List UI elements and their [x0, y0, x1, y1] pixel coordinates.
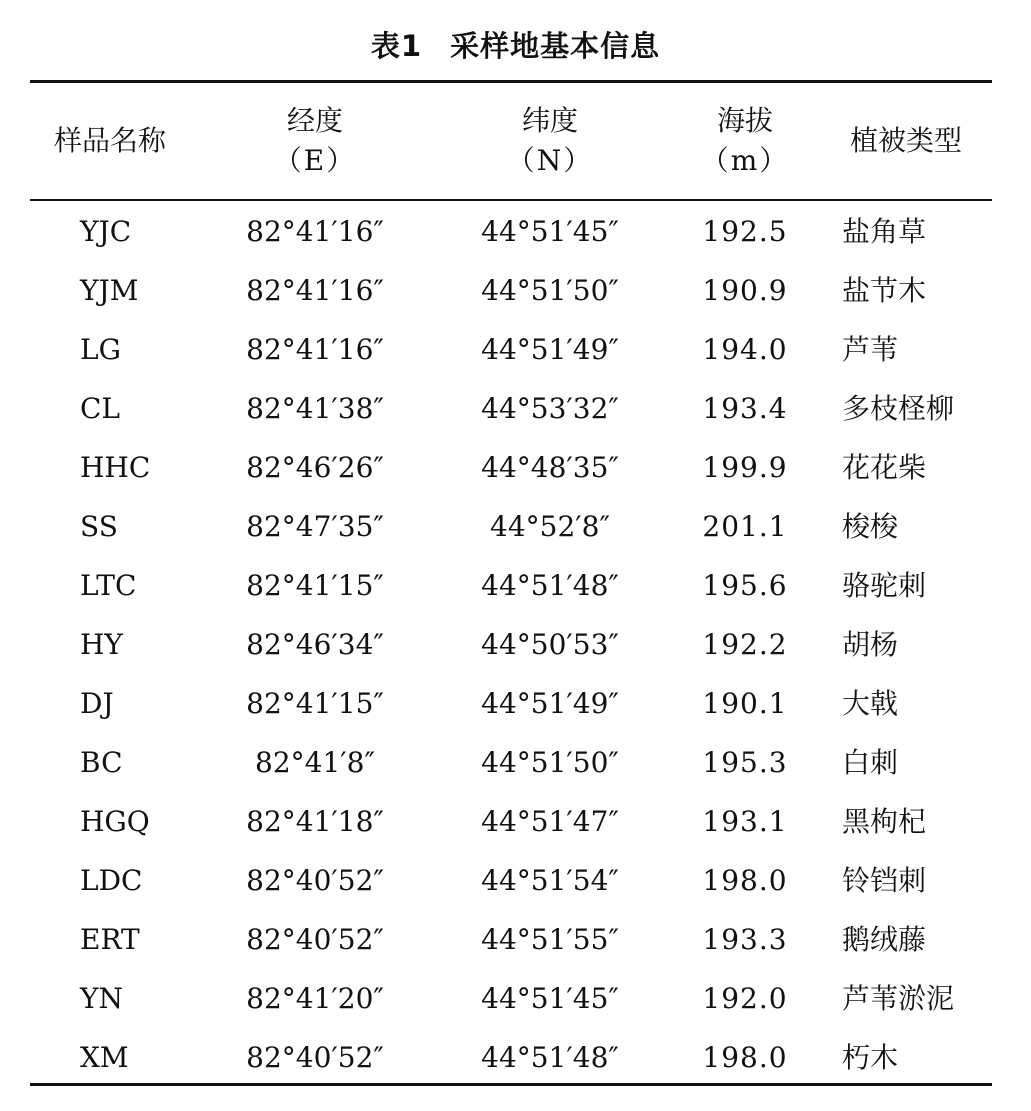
- header-vegetation-type: [820, 83, 992, 199]
- latitude-cell: 44°53′32″: [481, 392, 619, 425]
- vegetation-cell: 梭梭: [842, 510, 899, 543]
- altitude-cell: 193.1: [702, 805, 788, 838]
- vegetation-cell: 鹅绒藤: [842, 923, 927, 956]
- altitude-cell: 193.3: [702, 923, 788, 956]
- sample-name-cell: YN: [80, 982, 123, 1015]
- altitude-cell: 195.3: [702, 746, 788, 779]
- table-title: 采样地基本信息: [450, 29, 661, 63]
- table-row: [30, 556, 992, 615]
- header-label: 植被类型: [849, 124, 962, 157]
- sample-name-cell: ERT: [80, 923, 140, 956]
- table-row: [30, 320, 992, 379]
- longitude-cell: 82°40′52″: [246, 864, 384, 897]
- table-row: [30, 733, 992, 792]
- altitude-cell: 195.6: [702, 569, 788, 602]
- vegetation-cell: 白刺: [842, 746, 899, 779]
- table-row: [30, 851, 992, 910]
- vegetation-cell: 朽木: [842, 1041, 899, 1074]
- altitude-cell: 193.4: [702, 392, 788, 425]
- longitude-cell: 82°46′34″: [246, 628, 384, 661]
- altitude-cell: 192.2: [702, 628, 788, 661]
- table-row: [30, 202, 992, 261]
- vegetation-cell: 芦苇淤泥: [842, 982, 955, 1015]
- vegetation-cell: 铃铛刺: [842, 864, 927, 897]
- latitude-cell: 44°51′48″: [481, 1041, 619, 1074]
- longitude-cell: 82°41′16″: [246, 274, 384, 307]
- longitude-cell: 82°47′35″: [246, 510, 384, 543]
- longitude-cell: 82°41′38″: [246, 392, 384, 425]
- longitude-cell: 82°41′20″: [246, 982, 384, 1015]
- latitude-cell: 44°48′35″: [481, 451, 619, 484]
- header-sample-name: [30, 83, 190, 199]
- longitude-cell: 82°41′8″: [255, 746, 375, 779]
- vegetation-cell: 盐角草: [842, 215, 927, 248]
- vegetation-cell: 盐节木: [842, 274, 927, 307]
- vegetation-cell: 黑枸杞: [842, 805, 927, 838]
- longitude-cell: 82°41′15″: [246, 687, 384, 720]
- altitude-cell: 198.0: [702, 1041, 788, 1074]
- longitude-cell: 82°40′52″: [246, 923, 384, 956]
- latitude-cell: 44°51′55″: [481, 923, 619, 956]
- table-row: [30, 379, 992, 438]
- vegetation-cell: 胡杨: [842, 628, 899, 661]
- table-row: [30, 969, 992, 1028]
- altitude-cell: 190.1: [702, 687, 788, 720]
- table-row: [30, 261, 992, 320]
- sample-name-cell: YJC: [80, 215, 132, 248]
- altitude-cell: 194.0: [702, 333, 788, 366]
- latitude-cell: 44°51′47″: [481, 805, 619, 838]
- vegetation-cell: 花花柴: [842, 451, 927, 484]
- sample-name-cell: LTC: [80, 569, 137, 602]
- longitude-cell: 82°41′16″: [246, 333, 384, 366]
- altitude-cell: 192.0: [702, 982, 788, 1015]
- table-number: 表1: [370, 29, 423, 63]
- latitude-cell: 44°51′45″: [481, 215, 619, 248]
- longitude-cell: 82°46′26″: [246, 451, 384, 484]
- table-row: [30, 438, 992, 497]
- header-unit: （E）: [273, 144, 357, 177]
- latitude-cell: 44°51′45″: [481, 982, 619, 1015]
- latitude-cell: 44°50′53″: [481, 628, 619, 661]
- sample-name-cell: HHC: [80, 451, 151, 484]
- header-label: 纬度: [521, 104, 578, 137]
- header-longitude: [205, 83, 425, 199]
- header-label: 海拔: [716, 104, 773, 137]
- latitude-cell: 44°51′48″: [481, 569, 619, 602]
- latitude-cell: 44°51′49″: [481, 333, 619, 366]
- latitude-cell: 44°52′8″: [490, 510, 610, 543]
- altitude-cell: 201.1: [702, 510, 788, 543]
- table-body: [30, 202, 992, 1087]
- sample-name-cell: HY: [80, 628, 123, 661]
- header-altitude: [670, 83, 820, 199]
- sample-name-cell: LDC: [80, 864, 143, 897]
- sample-name-cell: CL: [80, 392, 121, 425]
- latitude-cell: 44°51′49″: [481, 687, 619, 720]
- longitude-cell: 82°40′52″: [246, 1041, 384, 1074]
- vegetation-cell: 芦苇: [842, 333, 899, 366]
- sample-name-cell: DJ: [80, 687, 114, 720]
- table-row: [30, 497, 992, 556]
- vegetation-cell: 骆驼刺: [842, 569, 927, 602]
- altitude-cell: 190.9: [702, 274, 788, 307]
- vegetation-cell: 多枝柽柳: [842, 392, 955, 425]
- table-row: [30, 674, 992, 733]
- longitude-cell: 82°41′15″: [246, 569, 384, 602]
- header-latitude: [430, 83, 670, 199]
- header-label: 样品名称: [53, 124, 166, 157]
- header-label: 经度: [286, 104, 343, 137]
- sample-name-cell: LG: [80, 333, 121, 366]
- table-caption: [0, 24, 1031, 65]
- longitude-cell: 82°41′16″: [246, 215, 384, 248]
- sample-name-cell: HGQ: [80, 805, 150, 838]
- table-row: [30, 615, 992, 674]
- table-row: [30, 910, 992, 969]
- sample-name-cell: SS: [80, 510, 118, 543]
- header-rule: [30, 199, 992, 201]
- bottom-rule: [30, 1083, 992, 1086]
- sample-name-cell: XM: [80, 1041, 129, 1074]
- latitude-cell: 44°51′50″: [481, 746, 619, 779]
- altitude-cell: 198.0: [702, 864, 788, 897]
- sample-name-cell: YJM: [80, 274, 139, 307]
- vegetation-cell: 大戟: [842, 687, 899, 720]
- table-header: [30, 83, 992, 199]
- altitude-cell: 192.5: [702, 215, 788, 248]
- table-row: [30, 792, 992, 851]
- latitude-cell: 44°51′50″: [481, 274, 619, 307]
- longitude-cell: 82°41′18″: [246, 805, 384, 838]
- header-unit: （m）: [700, 144, 790, 177]
- header-unit: （N）: [506, 144, 594, 177]
- sample-name-cell: BC: [80, 746, 123, 779]
- altitude-cell: 199.9: [702, 451, 788, 484]
- latitude-cell: 44°51′54″: [481, 864, 619, 897]
- table-row: [30, 1028, 992, 1087]
